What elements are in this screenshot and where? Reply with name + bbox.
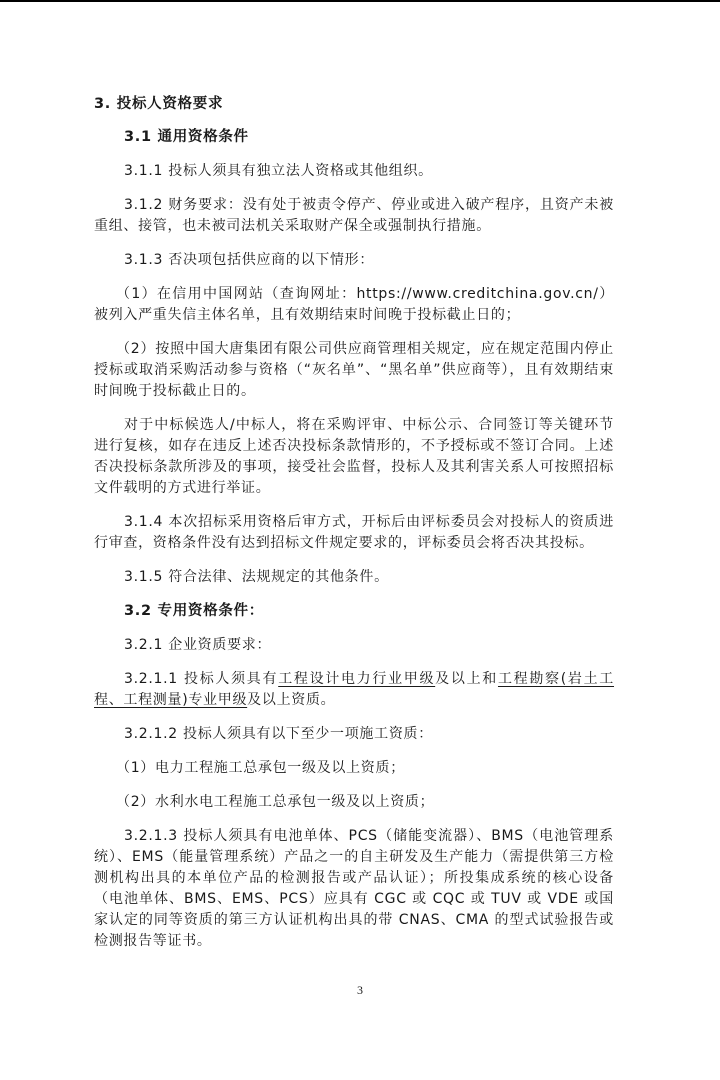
section-title: 3. 投标人资格要求 xyxy=(94,96,224,112)
clause-3-1-3-item-1: （1）在信用中国网站（查询网址：https://www.creditchina.gov.cn/）被列入严重失信主体名单，且有效期结束时间晚于投标截止日的； xyxy=(94,286,614,323)
underlined-qualification-survey: 工程勘察(岩土工程、工程测量)专业甲级 xyxy=(94,671,615,708)
top-border xyxy=(0,0,720,2)
clause-suffix: 及以上资质。 xyxy=(247,692,336,708)
clause-3-2-1-1 xyxy=(94,669,614,711)
page-number: 3 xyxy=(357,983,363,997)
clause-prefix: 3.2.1.1 投标人须具有 xyxy=(124,671,279,687)
clause-3-1-3-item-2: （2）按照中国大唐集团有限公司供应商管理相关规定，应在规定范围内停止授标或取消采购活动参与资格（“灰名单”、“黑名单”供应商等），且有效期结束时间晚于投标截止日的。 xyxy=(94,341,614,399)
clause-3-2-1: 3.2.1 企业资质要求： xyxy=(124,637,272,653)
document-page xyxy=(94,94,614,965)
clause-3-1-4: 3.1.4 本次招标采用资格后审方式，开标后由评标委员会对投标人的资质进行审查，资格条件没有达到招标文件规定要求的，评标委员会将否决其投标。 xyxy=(94,514,614,551)
clause-3-1-1: 3.1.1 投标人须具有独立法人资格或其他组织。 xyxy=(124,163,433,179)
underlined-qualification-design: 工程设计电力行业甲级 xyxy=(278,671,436,687)
subsection-title-3-1: 3.1 通用资格条件 xyxy=(124,129,249,145)
subsection-title-3-2: 3.2 专用资格条件： xyxy=(124,603,264,619)
clause-3-1-3-note: 对于中标候选人/中标人，将在采购评审、中标公示、合同签订等关键环节进行复核，如存在违反上述否决投标条款情形的，不予授标或不签订合同。上述否决投标条款所涉及的事项，接受社会监督，投标人及其利害关系人可按照招标文件载明的方式进行举证。 xyxy=(94,417,614,496)
clause-3-2-1-2-item-1: （1）电力工程施工总承包一级及以上资质； xyxy=(116,760,405,776)
clause-mid: 及以上和 xyxy=(435,671,498,687)
clause-3-2-1-2: 3.2.1.2 投标人须具有以下至少一项施工资质： xyxy=(124,726,433,742)
clause-3-1-2: 3.1.2 财务要求：没有处于被责令停产、停业或进入破产程序，且资产未被重组、接管，也未被司法机关采取财产保全或强制执行措施。 xyxy=(94,197,614,234)
clause-3-2-1-3: 3.2.1.3 投标人须具有电池单体、PCS（储能变流器）、BMS（电池管理系统）、EMS（能量管理系统）产品之一的自主研发及生产能力（需提供第三方检测机构出具的本单位产品的检测报告或产品认证）；所投集成系统的核心设备（电池单体、BMS、EMS、PCS）应具有 CGC 或 CQC 或 TUV 或 VDE 或国家认定的同等资质的第三方认证机构出具的带 CNAS、CMA 的型式试验报告或检测报告等证书。 xyxy=(94,828,614,949)
clause-3-1-5: 3.1.5 符合法律、法规规定的其他条件。 xyxy=(124,569,389,585)
clause-3-2-1-2-item-2: （2）水利水电工程施工总承包一级及以上资质； xyxy=(116,794,435,810)
clause-3-1-3: 3.1.3 否决项包括供应商的以下情形： xyxy=(124,252,375,268)
